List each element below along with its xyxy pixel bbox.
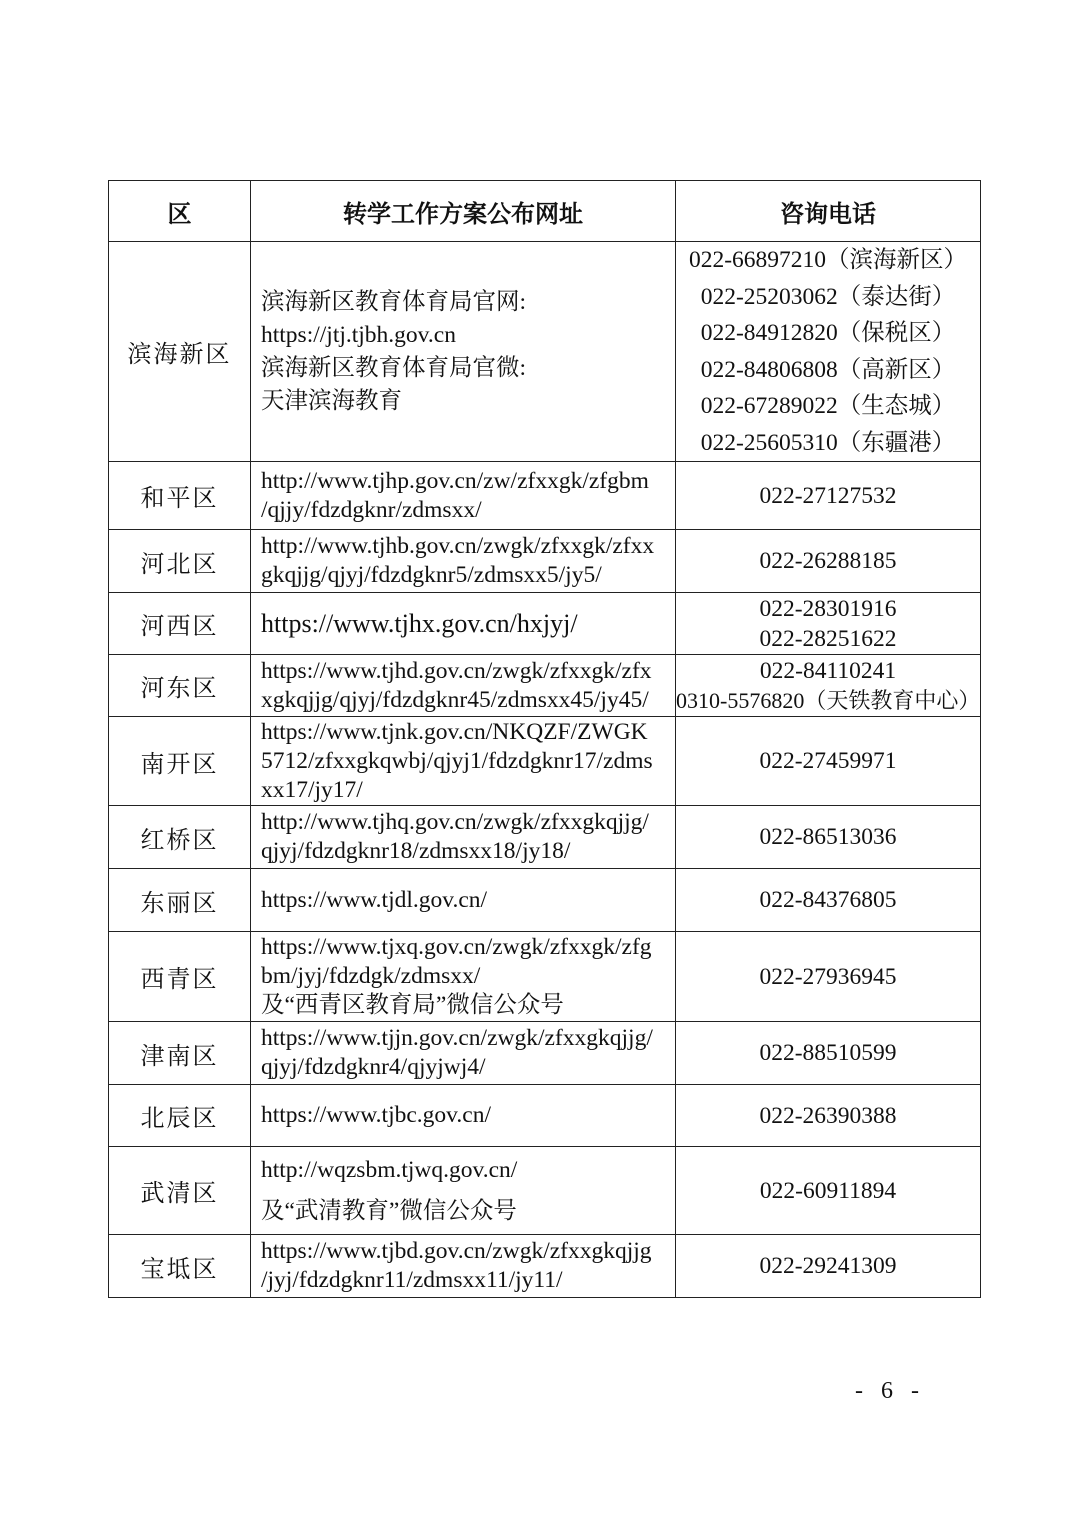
url-line: https://www.tjbd.gov.cn/zwgk/zfxxgkqjjg	[261, 1238, 652, 1264]
phone-line: 022-26390388	[759, 1102, 897, 1129]
table-row	[109, 806, 981, 869]
table-row	[109, 1085, 981, 1147]
phone-cell	[676, 655, 981, 717]
url-line: https://www.tjxq.gov.cn/zwgk/zfxxgk/zfg	[261, 934, 652, 960]
url-line: 5712/zfxxgkqwbj/qjyj1/fdzdgknr17/zdms	[261, 747, 653, 774]
district-cell: 河北区	[109, 530, 251, 593]
url-line: https://jtj.tjbh.gov.cn	[261, 321, 456, 348]
url-line: https://www.tjdl.gov.cn/	[261, 886, 488, 913]
phone-cell	[676, 593, 981, 655]
phone-line: 022-88510599	[759, 1040, 897, 1066]
phone-line: 022-84110241	[759, 657, 897, 684]
district-cell: 滨海新区	[109, 242, 251, 462]
transfer-info-table	[108, 180, 981, 1298]
url-line: xgkqjjg/qjyj/fdzdgknr45/zdmsxx45/jy45/	[261, 686, 649, 713]
district-cell: 红桥区	[109, 806, 251, 869]
phone-line: 022-29241309	[759, 1253, 897, 1279]
phone-cell	[676, 717, 981, 806]
url-line: https://www.tjnk.gov.cn/NKQZF/ZWGK	[261, 718, 648, 745]
phone-cell	[676, 932, 981, 1022]
phone-line: 022-28251622	[759, 625, 897, 652]
url-line: gkqjjg/qjyj/fdzdgknr5/zdmsxx5/jy5/	[261, 562, 602, 588]
table-row	[109, 1235, 981, 1298]
url-cell	[251, 242, 676, 462]
district-cell: 津南区	[109, 1022, 251, 1085]
phone-line: 022-86513036	[759, 824, 897, 850]
phone-cell	[676, 1147, 981, 1235]
table-row	[109, 593, 981, 655]
phone-line: 0310-5576820（天铁教育中心）	[676, 687, 981, 713]
table-row	[109, 242, 981, 462]
phone-cell	[676, 462, 981, 530]
phone-line: 022-26288185	[759, 548, 897, 574]
table-row	[109, 530, 981, 593]
district-cell: 宝坻区	[109, 1235, 251, 1298]
url-line: 及“武清教育”微信公众号	[261, 1197, 517, 1224]
phone-line: 022-25605310（东疆港）	[700, 429, 956, 456]
table-row	[109, 717, 981, 806]
phone-line: 022-84376805	[759, 887, 897, 913]
phone-line: 022-60911894	[759, 1177, 897, 1204]
district-cell: 河西区	[109, 593, 251, 655]
url-cell	[251, 932, 676, 1022]
url-line: qjyj/fdzdgknr18/zdmsxx18/jy18/	[261, 838, 571, 864]
phone-cell	[676, 1085, 981, 1147]
table-row	[109, 1022, 981, 1085]
url-line: https://www.tjbc.gov.cn/	[261, 1102, 491, 1128]
url-cell	[251, 1022, 676, 1085]
url-cell	[251, 655, 676, 717]
table-row	[109, 462, 981, 530]
url-cell	[251, 717, 676, 806]
phone-line: 022-84912820（保税区）	[700, 320, 956, 346]
url-cell	[251, 806, 676, 869]
url-line: https://www.tjhd.gov.cn/zwgk/zfxxgk/zfx	[261, 657, 652, 684]
url-line: https://www.tjjn.gov.cn/zwgk/zfxxgkqjjg/	[261, 1025, 653, 1051]
district-cell: 西青区	[109, 932, 251, 1022]
url-line: http://www.tjhq.gov.cn/zwgk/zfxxgkqjjg/	[261, 809, 649, 835]
url-cell	[251, 1235, 676, 1298]
url-line: 滨海新区教育体育局官微:	[261, 354, 527, 381]
table-row	[109, 932, 981, 1022]
phone-line: 022-27459971	[759, 748, 897, 774]
header-url: 转学工作方案公布网址	[251, 181, 676, 242]
url-cell	[251, 869, 676, 932]
url-line: xx17/jy17/	[261, 776, 363, 803]
url-cell	[251, 462, 676, 530]
url-line: qjyj/fdzdgknr4/qjyjwj4/	[261, 1054, 486, 1080]
url-line: http://www.tjhb.gov.cn/zwgk/zfxxgk/zfxx	[261, 533, 655, 559]
phone-line: 022-84806808（高新区）	[700, 356, 956, 383]
phone-line: 022-27936945	[759, 963, 897, 990]
phone-cell	[676, 1235, 981, 1298]
header-district: 区	[109, 181, 251, 242]
url-line: 天津滨海教育	[261, 387, 402, 414]
district-cell: 北辰区	[109, 1085, 251, 1147]
table-row	[109, 655, 981, 717]
header-phone: 咨询电话	[676, 181, 981, 242]
phone-line: 022-66897210（滨海新区）	[688, 247, 968, 273]
district-cell: 武清区	[109, 1147, 251, 1235]
url-cell	[251, 1147, 676, 1235]
url-cell	[251, 1085, 676, 1147]
phone-cell	[676, 806, 981, 869]
table-header-row	[109, 181, 981, 242]
district-cell: 和平区	[109, 462, 251, 530]
phone-cell	[676, 869, 981, 932]
url-cell	[251, 530, 676, 593]
url-line: https://www.tjhx.gov.cn/hxjyj/	[261, 609, 578, 638]
phone-cell	[676, 1022, 981, 1085]
table-row	[109, 1147, 981, 1235]
page-number: - 6 -	[855, 1378, 925, 1404]
url-line: http://www.tjhp.gov.cn/zw/zfxxgk/zfgbm	[261, 467, 649, 494]
url-line: 滨海新区教育体育局官网:	[261, 288, 527, 315]
url-line: /jyj/fdzdgknr11/zdmsxx11/jy11/	[261, 1267, 563, 1293]
url-cell	[251, 593, 676, 655]
url-line: http://wqzsbm.tjwq.gov.cn/	[261, 1156, 518, 1183]
phone-line: 022-25203062（泰达街）	[700, 283, 956, 310]
district-cell: 南开区	[109, 717, 251, 806]
phone-line: 022-28301916	[759, 595, 897, 622]
url-line: /qjjy/fdzdgknr/zdmsxx/	[261, 496, 482, 523]
district-cell: 河东区	[109, 655, 251, 717]
phone-line: 022-67289022（生态城）	[700, 393, 956, 419]
phone-cell	[676, 242, 981, 462]
district-cell: 东丽区	[109, 869, 251, 932]
phone-cell	[676, 530, 981, 593]
url-line: 及“西青区教育局”微信公众号	[261, 992, 564, 1018]
phone-line: 022-27127532	[759, 482, 897, 509]
url-line: bm/jyj/fdzdgk/zdmsxx/	[261, 963, 481, 989]
table-row	[109, 869, 981, 932]
